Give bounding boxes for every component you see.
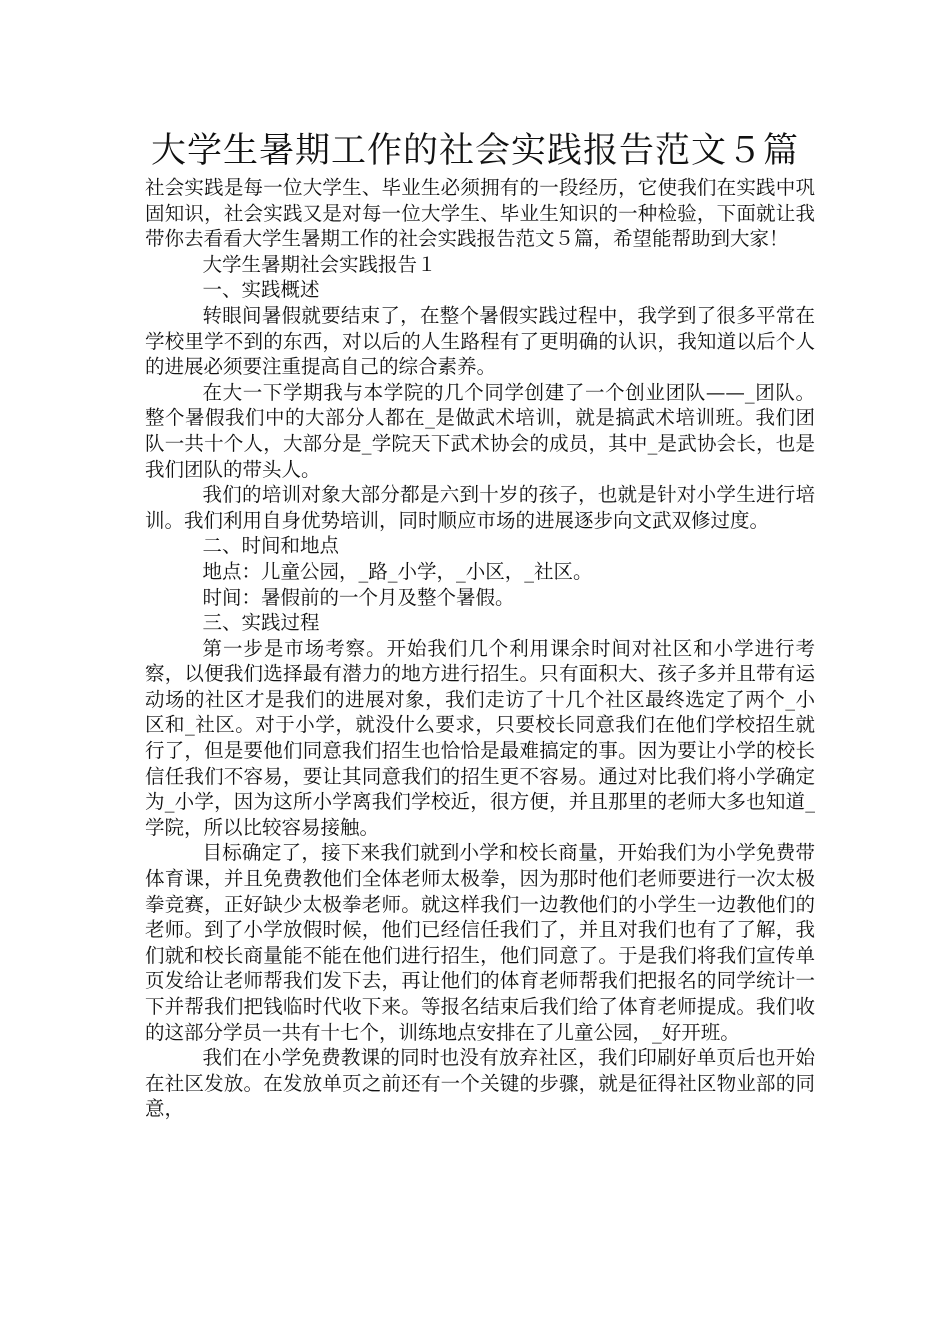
paragraph: 第一步是市场考察。开始我们几个利用课余时间对社区和小学进行考察，以便我们选择最有潜力的地方进行招生。只有面积大、孩子多并且带有运动场的社区才是我们的进展对象，我们走访了十几个社区最终选定了两个_小区和_社区。对于小学，就没什么要求，只要校长同意我们在他们学校招生就行了，但是要他们同意我们招生也恰恰是最难搞定的事。因为要让小学的校长信任我们不容易，要让其同意我们的招生更不容易。通过对比我们将小学确定为_小学，因为这所小学离我们学校近，很方便，并且那里的老师大多也知道_学院，所以比较容易接触。 bbox=[145, 636, 815, 839]
paragraph: 在大一下学期我与本学院的几个同学创建了一个创业团队——_团队。整个暑假我们中的大部分人都在_是做武术培训，就是搞武术培训班。我们团队一共十个人，大部分是_学院天下武术协会的成员，其中_是武协会长，也是我们团队的带头人。 bbox=[145, 380, 815, 481]
place-line: 地点：儿童公园，_路_小学，_小区，_社区。 bbox=[202, 559, 593, 583]
report-subtitle: 大学生暑期社会实践报告１ bbox=[202, 252, 437, 276]
section-heading-time-place: 二、时间和地点 bbox=[202, 534, 340, 558]
paragraph: 我们在小学免费教课的同时也没有放弃社区，我们印刷好单页后也开始在社区发放。在发放单页之前还有一个关键的步骤，就是征得社区物业部的同意， bbox=[145, 1046, 815, 1121]
paragraph: 转眼间暑假就要结束了，在整个暑假实践过程中，我学到了很多平常在学校里学不到的东西，对以后的人生路程有了更明确的认识，我知道以后个人的进展必须要注重提高自己的综合素养。 bbox=[145, 303, 815, 379]
paragraph: 我们的培训对象大部分都是六到十岁的孩子，也就是针对小学生进行培训。我们利用自身优势培训，同时顺应市场的进展逐步向文武双修过度。 bbox=[145, 483, 815, 532]
document-title: 大学生暑期工作的社会实践报告范文５篇 bbox=[150, 131, 799, 171]
intro-paragraph: 社会实践是每一位大学生、毕业生必须拥有的一段经历，它使我们在实践中巩固知识，社会实践又是对每一位大学生、毕业生知识的一种检验，下面就让我带你去看看大学生暑期工作的社会实践报告范文５篇，希望能帮助到大家！ bbox=[145, 176, 815, 251]
time-line: 时间：暑假前的一个月及整个暑假。 bbox=[202, 585, 515, 609]
section-heading-overview: 一、实践概述 bbox=[202, 278, 320, 302]
document-body bbox=[145, 175, 815, 1122]
section-heading-process: 三、实践过程 bbox=[202, 611, 320, 635]
paragraph: 目标确定了，接下来我们就到小学和校长商量，开始我们为小学免费带体育课，并且免费教他们全体老师太极拳，因为那时他们老师要进行一次太极拳竞赛，正好缺少太极拳老师。就这样我们一边教他们的小学生一边教他们的老师。到了小学放假时候，他们已经信任我们了，并且对我们也有了了解，我们就和校长商量能不能在他们进行招生，他们同意了。于是我们将我们宣传单页发给让老师帮我们发下去，再让他们的体育老师帮我们把报名的同学统计一下并帮我们把钱临时代收下来。等报名结束后我们给了体育老师提成。我们收的这部分学员一共有十七个，训练地点安排在了儿童公园，_好开班。 bbox=[145, 841, 815, 1044]
